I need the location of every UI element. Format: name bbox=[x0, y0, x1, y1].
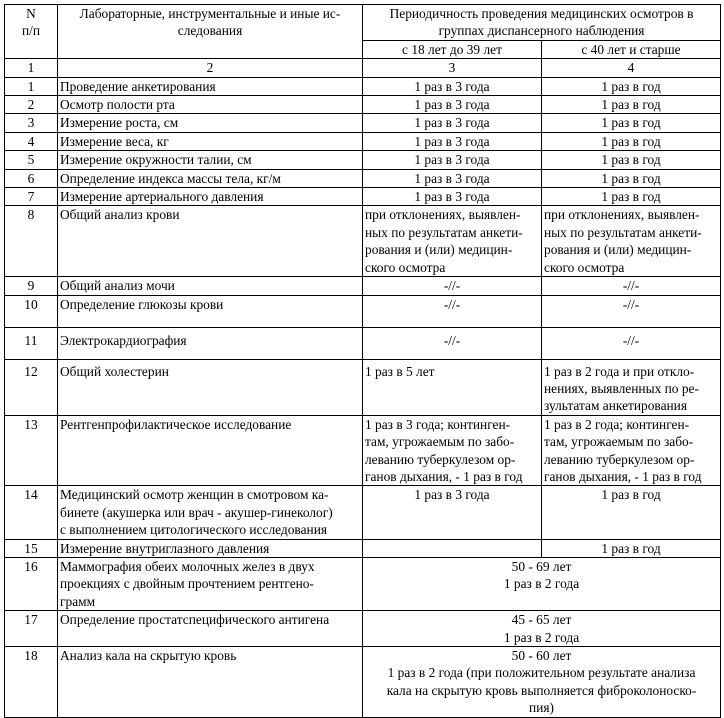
table-row bbox=[5, 295, 721, 327]
text-line: пия) bbox=[529, 700, 554, 716]
row-group1: 1 раз в 5 лет bbox=[363, 359, 542, 415]
row-group2: 1 раз в год bbox=[542, 114, 721, 132]
table-row bbox=[5, 611, 721, 647]
text-line: 1 раз в 2 года (при положительном результате анализа bbox=[387, 665, 696, 681]
text-line: ных по результатам анкети- bbox=[365, 224, 523, 240]
table-row bbox=[5, 169, 721, 187]
row-study: Измерение роста, см bbox=[58, 114, 363, 132]
text-line: 1 раз в 3 года; континген- bbox=[365, 416, 511, 432]
screening-schedule-table bbox=[4, 4, 721, 718]
text-line: ганов дыхания, - 1 раз в год bbox=[544, 468, 702, 484]
row-number: 15 bbox=[5, 539, 58, 557]
row-group2: -//- bbox=[542, 295, 721, 327]
row-group2: 1 раз в год bbox=[542, 151, 721, 169]
text-line: там, угрожаемым по забо- bbox=[544, 434, 694, 450]
header-periodicity-line2: группах диспансерного наблюдения bbox=[438, 23, 645, 39]
row-study bbox=[58, 557, 363, 610]
text-line: рования и (или) медицин- bbox=[544, 242, 692, 258]
text-line: ганов дыхания, - 1 раз в год bbox=[365, 468, 523, 484]
row-group2 bbox=[542, 359, 721, 415]
row-number: 18 bbox=[5, 647, 58, 718]
row-group1: 1 раз в 3 года bbox=[363, 96, 542, 114]
row-number: 2 bbox=[5, 96, 58, 114]
row-group1 bbox=[363, 206, 542, 277]
header-number-line2: п/п bbox=[21, 23, 41, 39]
row-study: Общий анализ мочи bbox=[58, 277, 363, 295]
table-row bbox=[5, 359, 721, 415]
row-merged-periodicity bbox=[363, 557, 721, 610]
row-study: Определение индекса массы тела, кг/м bbox=[58, 169, 363, 187]
row-group2 bbox=[542, 206, 721, 277]
row-group2: -//- bbox=[542, 327, 721, 359]
row-study: Измерение окружности талии, см bbox=[58, 151, 363, 169]
text-line: грамм bbox=[60, 593, 96, 609]
row-merged-periodicity bbox=[363, 611, 721, 647]
header-group-40-plus: с 40 лет и старше bbox=[542, 40, 721, 58]
row-group1 bbox=[363, 539, 542, 557]
row-merged-periodicity bbox=[363, 647, 721, 718]
text-line: зультатам анкетирования bbox=[544, 398, 687, 414]
row-study: Измерение артериального давления bbox=[58, 188, 363, 206]
row-study: Измерение веса, кг bbox=[58, 132, 363, 150]
row-group1: 1 раз в 3 года bbox=[363, 188, 542, 206]
table-row bbox=[5, 557, 721, 610]
row-study: Определение глюкозы крови bbox=[58, 295, 363, 327]
row-study: Общий холестерин bbox=[58, 359, 363, 415]
row-group2: -//- bbox=[542, 277, 721, 295]
text-line: 1 раз в 2 года bbox=[503, 576, 580, 592]
row-group1: 1 раз в 3 года bbox=[363, 132, 542, 150]
table-row bbox=[5, 327, 721, 359]
table-row bbox=[5, 77, 721, 95]
table-row bbox=[5, 539, 721, 557]
row-number: 8 bbox=[5, 206, 58, 277]
row-number: 11 bbox=[5, 327, 58, 359]
row-group1 bbox=[363, 415, 542, 486]
row-group2: 1 раз в год bbox=[542, 77, 721, 95]
table-row bbox=[5, 188, 721, 206]
row-number: 16 bbox=[5, 557, 58, 610]
text-line: там, угрожаемым по забо- bbox=[365, 434, 515, 450]
header-study-line1: Лабораторные, инструментальные и иные ис- bbox=[79, 6, 341, 21]
row-group1: -//- bbox=[363, 327, 542, 359]
text-line: с выполнением цитологического исследования bbox=[60, 522, 328, 538]
row-group2: 1 раз в год bbox=[542, 96, 721, 114]
text-line: бинете (акушерка или врач - акушер-гинеколог) bbox=[60, 504, 333, 520]
text-line: рования и (или) медицин- bbox=[365, 242, 513, 258]
row-number: 3 bbox=[5, 114, 58, 132]
table-row bbox=[5, 647, 721, 718]
text-line: кала на скрытую кровь выполняется фиброколоноско- bbox=[386, 682, 697, 698]
text-line: 1 раз в 2 года bbox=[503, 629, 580, 645]
text-line: леванию туберкулезом ор- bbox=[544, 451, 695, 467]
text-line: проекциях с двойным прочтением рентгено- bbox=[60, 576, 314, 592]
text-line: 50 - 69 лет bbox=[511, 558, 572, 574]
table-row bbox=[5, 132, 721, 150]
column-number: 1 bbox=[5, 59, 58, 77]
row-number: 7 bbox=[5, 188, 58, 206]
text-line: леванию туберкулезом ор- bbox=[365, 451, 516, 467]
header-number bbox=[5, 5, 58, 59]
row-number: 10 bbox=[5, 295, 58, 327]
table-row bbox=[5, 206, 721, 277]
row-number: 13 bbox=[5, 415, 58, 486]
text-line: Маммография обеих молочных желез в двух bbox=[60, 558, 315, 574]
row-group1: 1 раз в 3 года bbox=[363, 77, 542, 95]
header-study-line2: следования bbox=[177, 23, 243, 39]
row-group1: 1 раз в 3 года bbox=[363, 169, 542, 187]
row-number: 6 bbox=[5, 169, 58, 187]
row-number: 12 bbox=[5, 359, 58, 415]
header-periodicity-line1: Периодичность проведения медицинских осмотров в bbox=[389, 6, 694, 21]
row-number: 14 bbox=[5, 486, 58, 539]
row-group2: 1 раз в год bbox=[542, 132, 721, 150]
text-line: ных по результатам анкети- bbox=[544, 224, 702, 240]
row-group1: -//- bbox=[363, 277, 542, 295]
row-study bbox=[58, 486, 363, 539]
row-group1: 1 раз в 3 года bbox=[363, 114, 542, 132]
text-line: ского осмотра bbox=[544, 259, 625, 275]
column-number: 4 bbox=[542, 59, 721, 77]
text-line: при отклонениях, выявлен- bbox=[365, 207, 521, 223]
row-number: 17 bbox=[5, 611, 58, 647]
row-study: Электрокардиография bbox=[58, 327, 363, 359]
row-number: 4 bbox=[5, 132, 58, 150]
table-row bbox=[5, 486, 721, 539]
header-number-line1: N bbox=[26, 6, 36, 21]
row-group2 bbox=[542, 415, 721, 486]
row-study: Осмотр полости рта bbox=[58, 96, 363, 114]
column-numbers-row bbox=[5, 59, 721, 77]
column-number: 2 bbox=[58, 59, 363, 77]
text-line: 1 раз в 2 года; континген- bbox=[544, 416, 690, 432]
row-group1: -//- bbox=[363, 295, 542, 327]
text-line: нениях, выявленных по ре- bbox=[544, 380, 699, 396]
column-number: 3 bbox=[363, 59, 542, 77]
text-line: при отклонениях, выявлен- bbox=[544, 207, 700, 223]
table-row bbox=[5, 96, 721, 114]
text-line: Медицинский осмотр женщин в смотровом ка- bbox=[60, 487, 329, 503]
row-study: Проведение анкетирования bbox=[58, 77, 363, 95]
text-line: ского осмотра bbox=[365, 259, 446, 275]
row-group1: 1 раз в 3 года bbox=[363, 151, 542, 169]
text-line: 1 раз в 2 года и при откло- bbox=[544, 363, 695, 379]
row-group2: 1 раз в год bbox=[542, 539, 721, 557]
row-study: Определение простатспецифического антигена bbox=[58, 611, 363, 647]
header-group-18-39: с 18 лет до 39 лет bbox=[363, 40, 542, 58]
row-group1: 1 раз в 3 года bbox=[363, 486, 542, 539]
table-row bbox=[5, 114, 721, 132]
row-number: 1 bbox=[5, 77, 58, 95]
row-group2: 1 раз в год bbox=[542, 486, 721, 539]
row-group2: 1 раз в год bbox=[542, 169, 721, 187]
row-study: Измерение внутриглазного давления bbox=[58, 539, 363, 557]
header-periodicity bbox=[363, 5, 721, 41]
row-group2: 1 раз в год bbox=[542, 188, 721, 206]
row-study: Общий анализ крови bbox=[58, 206, 363, 277]
table-row bbox=[5, 277, 721, 295]
text-line: 50 - 60 лет bbox=[511, 648, 572, 663]
header-row bbox=[5, 5, 721, 41]
row-study: Рентгенпрофилактическое исследование bbox=[58, 415, 363, 486]
table-row bbox=[5, 151, 721, 169]
row-study: Анализ кала на скрытую кровь bbox=[58, 647, 363, 718]
row-number: 5 bbox=[5, 151, 58, 169]
row-number: 9 bbox=[5, 277, 58, 295]
text-line: 45 - 65 лет bbox=[511, 612, 572, 628]
table-row bbox=[5, 415, 721, 486]
header-study bbox=[58, 5, 363, 59]
